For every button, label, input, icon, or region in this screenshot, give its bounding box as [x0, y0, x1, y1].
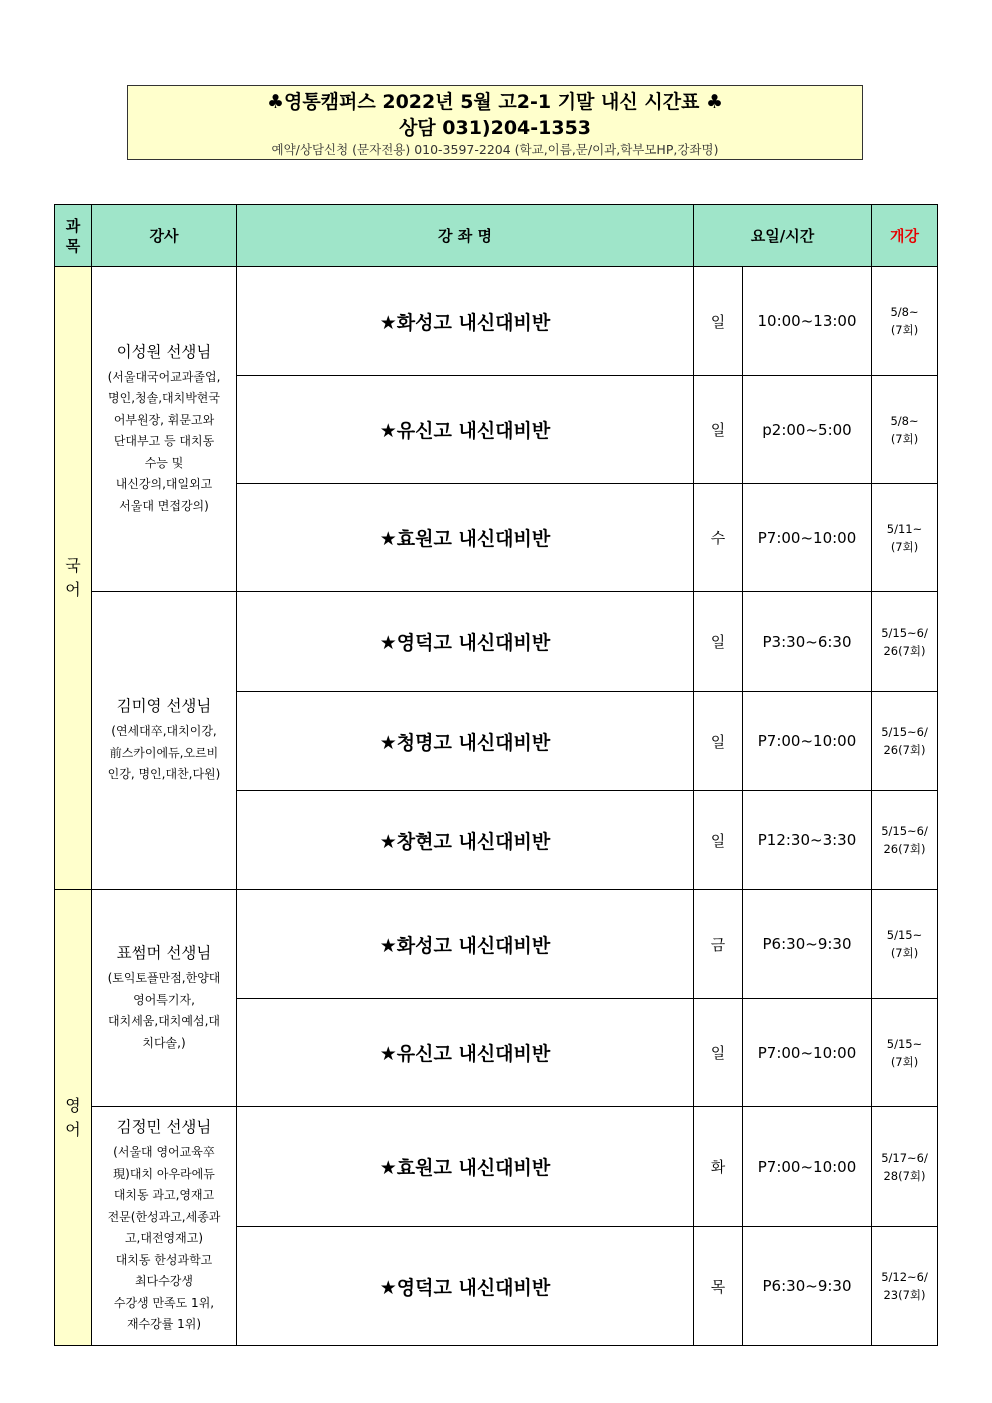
course-time: P7:00~10:00 — [743, 692, 872, 791]
teacher-cell — [92, 890, 237, 1107]
course-day: 일 — [694, 692, 743, 791]
course-start: 5/15~ (7회) — [872, 890, 938, 999]
teacher-name: 김정민 선생님 — [116, 1118, 212, 1137]
course-name — [237, 890, 694, 999]
course-title: 화성고 내신대비반 — [396, 311, 551, 334]
course-name — [237, 999, 694, 1107]
course-title: 효원고 내신대비반 — [396, 1157, 551, 1179]
star-icon: ★ — [379, 311, 397, 334]
star-icon: ★ — [379, 528, 397, 550]
course-start: 5/12~6/ 23(7회) — [872, 1227, 938, 1346]
course-day: 일 — [694, 376, 743, 484]
course-title: 유신고 내신대비반 — [396, 420, 551, 442]
subject-label: 국 어 — [65, 556, 81, 599]
teacher-bio: (서울대 영어교육卒 現)대치 아우라에듀 대치동 과고,영재고 전문(한성과고,세종과 고,대전영재고) 대치동 한성과학고 최다수강생 수강생 만족도 1위, 재수강률 1위) — [107, 1145, 221, 1332]
table-row — [55, 1107, 938, 1227]
course-name — [237, 791, 694, 890]
page-title: ♣영통캠퍼스 2022년 5월 고2-1 기말 내신 시간표 ♣ — [266, 91, 724, 113]
course-title: 영덕고 내신대비반 — [396, 1276, 551, 1299]
course-time: P3:30~6:30 — [743, 592, 872, 692]
star-icon: ★ — [379, 934, 397, 957]
table-row — [55, 267, 938, 376]
course-name — [237, 692, 694, 791]
subject-cell-korean — [55, 267, 92, 890]
course-start: 5/15~6/ 26(7회) — [872, 791, 938, 890]
course-time: 10:00~13:00 — [743, 267, 872, 376]
star-icon: ★ — [379, 830, 397, 853]
course-day: 일 — [694, 999, 743, 1107]
course-time: P7:00~10:00 — [743, 999, 872, 1107]
course-time: P7:00~10:00 — [743, 1107, 872, 1227]
teacher-bio: (연세대卒,대치이강, 前스카이에듀,오르비 인강, 명인,대찬,다원) — [107, 724, 221, 782]
course-time: P6:30~9:30 — [743, 1227, 872, 1346]
header-course: 강 좌 명 — [237, 205, 694, 267]
course-start: 5/15~ (7회) — [872, 999, 938, 1107]
table-row — [55, 592, 938, 692]
star-icon: ★ — [379, 632, 397, 654]
course-day: 수 — [694, 484, 743, 592]
course-time: P6:30~9:30 — [743, 890, 872, 999]
course-time: p2:00~5:00 — [743, 376, 872, 484]
course-title: 효원고 내신대비반 — [396, 528, 551, 550]
header-schedule: 요일/시간 — [694, 205, 872, 267]
star-icon: ★ — [379, 420, 397, 442]
teacher-cell — [92, 267, 237, 592]
star-icon: ★ — [379, 1157, 397, 1179]
header-start: 개강 — [872, 205, 938, 267]
header-row — [55, 205, 938, 267]
subject-cell-english — [55, 890, 92, 1346]
teacher-name: 표썸머 선생님 — [116, 944, 212, 962]
course-name — [237, 1227, 694, 1346]
schedule-table — [54, 204, 938, 1346]
course-start: 5/11~ (7회) — [872, 484, 938, 592]
course-day: 목 — [694, 1227, 743, 1346]
course-name — [237, 376, 694, 484]
star-icon: ★ — [379, 1043, 397, 1065]
course-start: 5/17~6/ 28(7회) — [872, 1107, 938, 1227]
course-name — [237, 1107, 694, 1227]
course-day: 일 — [694, 592, 743, 692]
course-title: 화성고 내신대비반 — [396, 934, 551, 957]
teacher-bio: (서울대국어교과졸업, 명인,청솔,대치박현국 어부원장, 휘문고와 단대부고 등 대치동 수능 및 내신강의,대일외고 서울대 면접강의) — [107, 369, 221, 513]
course-day: 금 — [694, 890, 743, 999]
course-name — [237, 592, 694, 692]
title-box — [127, 85, 863, 160]
header-teacher: 강사 — [92, 205, 237, 267]
header-subject — [55, 205, 92, 267]
consult-phone: 상담 031)204-1353 — [398, 117, 592, 139]
course-day: 일 — [694, 791, 743, 890]
course-start: 5/8~ (7회) — [872, 376, 938, 484]
course-start: 5/8~ (7회) — [872, 267, 938, 376]
teacher-cell — [92, 592, 237, 890]
course-day: 화 — [694, 1107, 743, 1227]
reservation-note: 예약/상담신청 (문자전용) 010-3597-2204 (학교,이름,문/이과,학부모HP,강좌명) — [271, 142, 719, 157]
subject-label: 영 어 — [65, 1095, 81, 1139]
course-time: P7:00~10:00 — [743, 484, 872, 592]
table-row — [55, 890, 938, 999]
course-title: 창현고 내신대비반 — [396, 830, 551, 853]
teacher-name: 이성원 선생님 — [116, 342, 212, 361]
course-name — [237, 267, 694, 376]
teacher-bio: (토익토플만점,한양대 영어특기자, 대치세움,대치예섬,대 치다솔,) — [107, 971, 221, 1050]
teacher-name: 김미영 선생님 — [116, 697, 212, 716]
course-title: 청명고 내신대비반 — [396, 731, 551, 754]
course-name — [237, 484, 694, 592]
course-day: 일 — [694, 267, 743, 376]
star-icon: ★ — [379, 1276, 397, 1299]
course-title: 유신고 내신대비반 — [396, 1043, 551, 1065]
course-start: 5/15~6/ 26(7회) — [872, 592, 938, 692]
course-start: 5/15~6/ 26(7회) — [872, 692, 938, 791]
star-icon: ★ — [379, 731, 397, 754]
teacher-cell — [92, 1107, 237, 1346]
course-time: P12:30~3:30 — [743, 791, 872, 890]
header-subject-text: 과 목 — [65, 216, 81, 255]
course-title: 영덕고 내신대비반 — [396, 632, 551, 654]
